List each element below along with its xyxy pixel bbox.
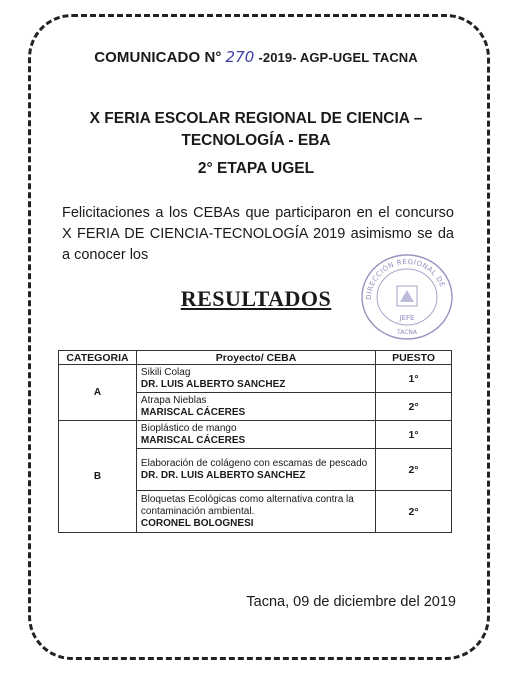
place-cell: 1°: [376, 421, 452, 449]
place-cell: 1°: [376, 365, 452, 393]
stage-title: 2° ETAPA UGEL: [197, 160, 315, 177]
stamp-city: TACNA: [397, 329, 417, 336]
project-title: Elaboración de colágeno con escamas de pescado: [140, 457, 368, 469]
project-school: MARISCAL CÁCERES: [140, 406, 246, 418]
congratulation-text: Felicitaciones a los CEBAs que participaron en el concurso X FERIA DE CIENCIA-TECNOLOGÍA 2019 asimismo se da a conocer los: [62, 205, 454, 263]
place-cell: 2°: [376, 393, 452, 421]
project-cell: [136, 421, 375, 449]
fair-title: [40, 108, 472, 152]
header-project: Proyecto/ CEBA: [136, 351, 375, 365]
project-cell: [136, 393, 375, 421]
stamp-role: JEFE: [399, 314, 415, 322]
official-seal-stamp: [357, 250, 457, 342]
category-cell: B: [59, 421, 137, 533]
project-school: DR. LUIS ALBERTO SANCHEZ: [140, 378, 286, 390]
project-title: Bioplástico de mango: [140, 422, 237, 434]
results-heading: RESULTADOS: [180, 286, 332, 311]
handwritten-number: 270: [225, 48, 255, 66]
table-row: [59, 421, 452, 449]
fair-title-line2: TECNOLOGÍA - EBA: [181, 132, 331, 149]
header-place: PUESTO: [376, 351, 452, 365]
header-prefix: COMUNICADO N°: [94, 49, 222, 66]
project-school: DR. DR. LUIS ALBERTO SANCHEZ: [140, 469, 306, 481]
table-header-row: [59, 351, 452, 365]
project-school: CORONEL BOLOGNESI: [140, 517, 254, 529]
project-title: Atrapa Nieblas: [140, 394, 207, 406]
category-cell: A: [59, 365, 137, 421]
project-title: Bloquetas Ecológicas como alternativa contra la contaminación ambiental.: [140, 493, 354, 517]
project-cell: [136, 491, 375, 533]
communique-header: [0, 48, 512, 66]
table-row: [59, 365, 452, 393]
place-cell: 2°: [376, 491, 452, 533]
project-cell: [136, 449, 375, 491]
project-school: MARISCAL CÁCERES: [140, 434, 246, 446]
stamp-arc-text: DIRECCIÓN REGIONAL DE: [364, 257, 447, 301]
results-table: [58, 350, 452, 533]
project-title: Sikili Colag: [140, 366, 191, 378]
fair-title-line1: X FERIA ESCOLAR REGIONAL DE CIENCIA –: [89, 110, 423, 127]
project-cell: [136, 365, 375, 393]
header-suffix: -2019- AGP-UGEL TACNA: [258, 50, 418, 65]
signature-date: Tacna, 09 de diciembre del 2019: [246, 594, 456, 610]
place-cell: 2°: [376, 449, 452, 491]
header-category: CATEGORIA: [59, 351, 137, 365]
